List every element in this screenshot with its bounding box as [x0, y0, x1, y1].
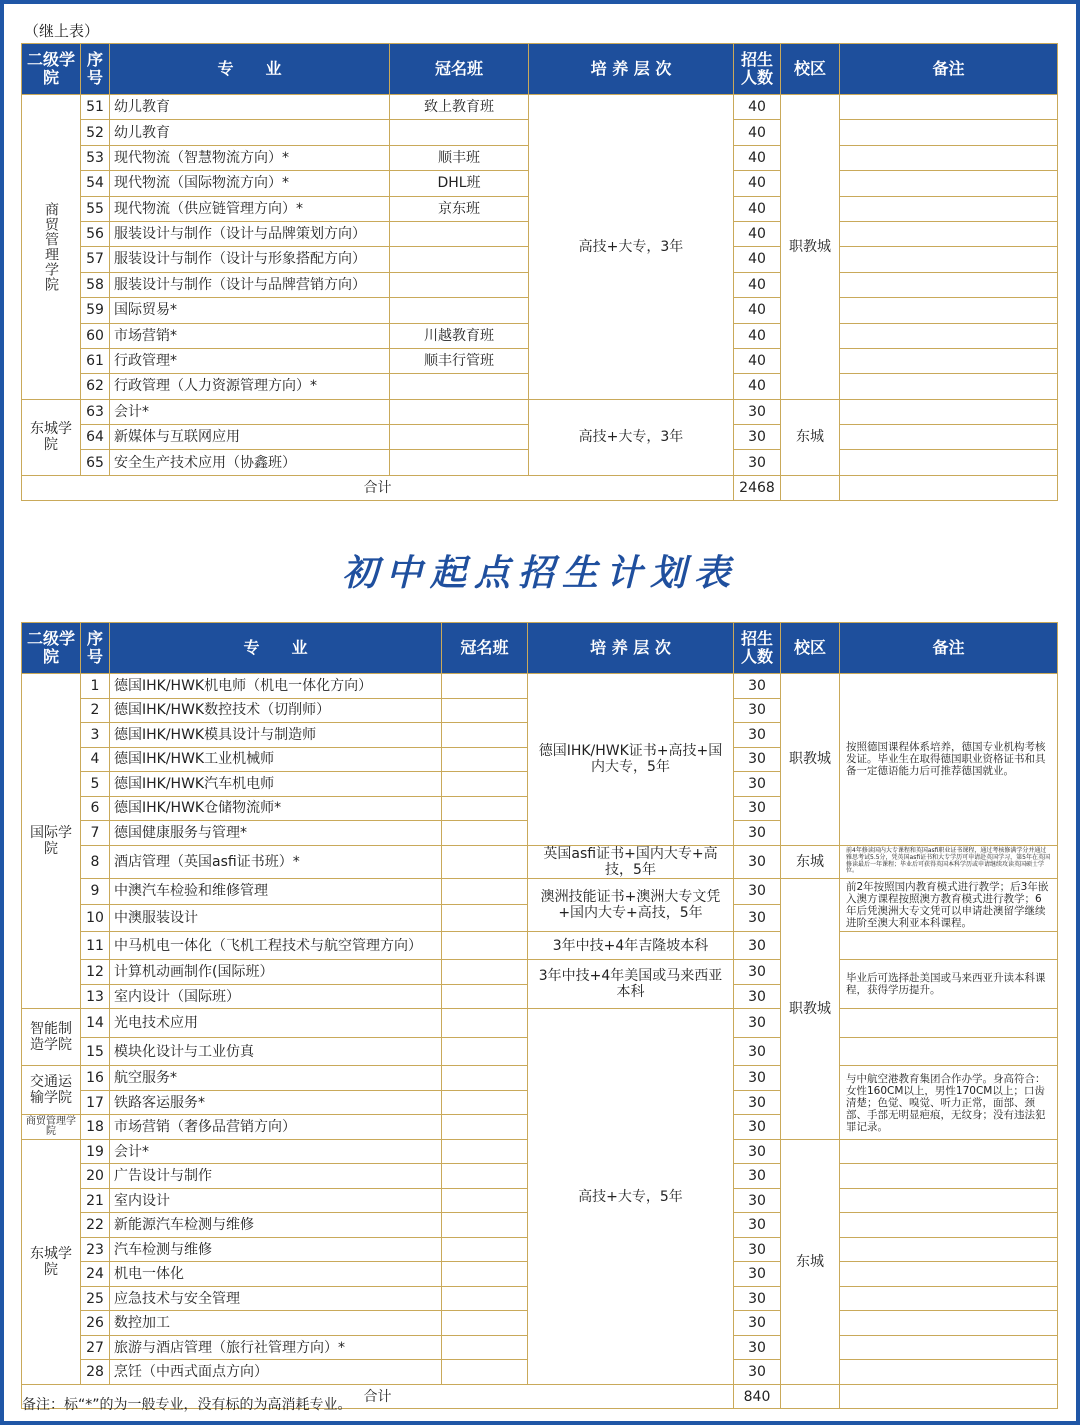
- named-class-cell: [390, 374, 529, 399]
- major-cell: 服装设计与制作（设计与品牌营销方向）: [110, 272, 390, 297]
- seq-cell: 62: [81, 374, 110, 399]
- count-cell: 30: [734, 960, 781, 985]
- named-class-cell: [442, 1066, 528, 1091]
- major-cell: 中澳服装设计: [110, 905, 442, 932]
- count-cell: 30: [734, 1066, 781, 1091]
- remarks-cell: [840, 1188, 1058, 1213]
- header-remarks: 备注: [840, 623, 1058, 674]
- named-class-cell: [442, 984, 528, 1009]
- major-cell: 中澳汽车检验和维修管理: [110, 878, 442, 905]
- seq-cell: 51: [81, 95, 110, 120]
- count-cell: 40: [734, 247, 781, 272]
- seq-cell: 22: [81, 1213, 110, 1238]
- header-count: 招生人数: [734, 44, 781, 95]
- named-class-cell: [442, 1311, 528, 1336]
- major-cell: 会计*: [110, 399, 390, 424]
- remarks-cell: [840, 1164, 1058, 1189]
- count-cell: 40: [734, 171, 781, 196]
- count-cell: 30: [734, 1213, 781, 1238]
- remarks-cell: [840, 196, 1058, 221]
- college-cell: [22, 674, 81, 1009]
- named-class-cell: [442, 1090, 528, 1115]
- count-cell: 30: [734, 905, 781, 932]
- seq-cell: 27: [81, 1335, 110, 1360]
- seq-cell: 59: [81, 298, 110, 323]
- college-cell-label: 东城学院: [30, 1245, 72, 1278]
- level-cell: 3年中技+4年美国或马来西亚本科: [528, 960, 734, 1009]
- count-cell: 40: [734, 196, 781, 221]
- seq-cell: 61: [81, 348, 110, 373]
- count-cell: 30: [734, 821, 781, 846]
- named-class-cell: [442, 772, 528, 797]
- level-cell: 英国asfi证书+国内大专+高技，5年: [528, 845, 734, 878]
- count-cell: 30: [734, 845, 781, 878]
- remarks-cell: 前2年按照国内教育模式进行教学；后3年嵌入澳方课程按照澳方教育模式进行教学；6年后凭澳洲大专文凭可以申请赴澳留学继续进阶至澳大利亚本科课程。: [840, 878, 1058, 931]
- seq-cell: 24: [81, 1262, 110, 1287]
- remarks-cell: [840, 399, 1058, 424]
- seq-cell: 57: [81, 247, 110, 272]
- remarks-cell: [840, 272, 1058, 297]
- major-cell: 服装设计与制作（设计与品牌策划方向）: [110, 221, 390, 246]
- level-cell: 高技+大专，3年: [529, 399, 734, 475]
- seq-cell: 53: [81, 145, 110, 170]
- major-cell: 模块化设计与工业仿真: [110, 1037, 442, 1066]
- count-cell: 30: [734, 698, 781, 723]
- named-class-cell: [442, 905, 528, 932]
- count-cell: 30: [734, 1311, 781, 1336]
- total-campus-blank: [781, 475, 840, 500]
- major-cell: 现代物流（供应链管理方向）*: [110, 196, 390, 221]
- major-cell: 德国IHK/HWK仓储物流师*: [110, 796, 442, 821]
- count-cell: 40: [734, 374, 781, 399]
- seq-cell: 64: [81, 425, 110, 450]
- count-cell: 30: [734, 1139, 781, 1164]
- table-row: [22, 674, 1058, 699]
- count-cell: 30: [734, 747, 781, 772]
- total-label: 合计: [22, 1384, 734, 1409]
- named-class-cell: [442, 845, 528, 878]
- college-cell: [22, 1115, 81, 1140]
- count-cell: 30: [734, 1188, 781, 1213]
- major-cell: 德国IHK/HWK数控技术（切削师）: [110, 698, 442, 723]
- named-class-cell: [442, 1037, 528, 1066]
- major-cell: 铁路客运服务*: [110, 1090, 442, 1115]
- remarks-cell: [840, 323, 1058, 348]
- named-class-cell: [442, 1009, 528, 1038]
- named-class-cell: [442, 1335, 528, 1360]
- seq-cell: 12: [81, 960, 110, 985]
- major-cell: 计算机动画制作(国际班）: [110, 960, 442, 985]
- total-row: [22, 475, 1058, 500]
- count-cell: 40: [734, 272, 781, 297]
- header-count: 招生人数: [734, 623, 781, 674]
- total-remarks-blank: [840, 1384, 1058, 1409]
- named-class-cell: 顺丰班: [390, 145, 529, 170]
- count-cell: 30: [734, 796, 781, 821]
- named-class-cell: [442, 723, 528, 748]
- header-remarks: 备注: [840, 44, 1058, 95]
- seq-cell: 54: [81, 171, 110, 196]
- remarks-cell: [840, 1139, 1058, 1164]
- remarks-cell: [840, 95, 1058, 120]
- major-cell: 机电一体化: [110, 1262, 442, 1287]
- count-cell: 40: [734, 145, 781, 170]
- header-major: 专 业: [110, 44, 390, 95]
- level-cell: 3年中技+4年吉隆坡本科: [528, 931, 734, 960]
- enrollment-table-junior: [21, 622, 1058, 1409]
- seq-cell: 10: [81, 905, 110, 932]
- remarks-cell: [840, 374, 1058, 399]
- seq-cell: 6: [81, 796, 110, 821]
- named-class-cell: 京东班: [390, 196, 529, 221]
- remarks-cell: [840, 1286, 1058, 1311]
- seq-cell: 20: [81, 1164, 110, 1189]
- major-cell: 数控加工: [110, 1311, 442, 1336]
- remarks-cell: [840, 171, 1058, 196]
- remarks-cell: [840, 1262, 1058, 1287]
- seq-cell: 1: [81, 674, 110, 699]
- seq-cell: 9: [81, 878, 110, 905]
- named-class-cell: [442, 1286, 528, 1311]
- header-campus: 校区: [781, 44, 840, 95]
- major-cell: 会计*: [110, 1139, 442, 1164]
- remarks-cell: [840, 450, 1058, 475]
- seq-cell: 19: [81, 1139, 110, 1164]
- major-cell: 室内设计: [110, 1188, 442, 1213]
- remarks-cell: 按照德国课程体系培养，德国专业机构考核发证。毕业生在取得德国职业资格证书和具备一定德语能力后可推荐德国就业。: [840, 674, 1058, 846]
- college-cell: [22, 1066, 81, 1115]
- level-cell: 澳洲技能证书+澳洲大专文凭+国内大专+高技，5年: [528, 878, 734, 931]
- seq-cell: 58: [81, 272, 110, 297]
- remarks-cell: [840, 1237, 1058, 1262]
- college-cell: [22, 1139, 81, 1384]
- count-cell: 30: [734, 878, 781, 905]
- enrollment-table-continued: [21, 43, 1058, 501]
- count-cell: 30: [734, 674, 781, 699]
- remarks-cell: 前4年修读国内大专课程和英国asfi职业证书课程，通过考核修满学分并通过雅思考试5.5分，凭英国asfi证书和大专学历可申请赴英国学习，第5年在英国修读最后一年课程；毕业后可获得英国本科学历或申请继续攻读英国硕士学位。: [840, 845, 1058, 878]
- continuation-label: （继上表）: [24, 22, 100, 40]
- named-class-cell: [442, 821, 528, 846]
- named-class-cell: 川越教育班: [390, 323, 529, 348]
- campus-cell: 职教城: [781, 878, 840, 1139]
- remarks-cell: [840, 348, 1058, 373]
- table-row: [22, 399, 1058, 424]
- header-level: 培 养 层 次: [528, 623, 734, 674]
- seq-cell: 56: [81, 221, 110, 246]
- count-cell: 30: [734, 984, 781, 1009]
- seq-cell: 60: [81, 323, 110, 348]
- college-cell-label: 国际学院: [30, 825, 72, 858]
- campus-cell: 东城: [781, 399, 840, 475]
- named-class-cell: [442, 1164, 528, 1189]
- major-cell: 幼儿教育: [110, 95, 390, 120]
- college-cell-label: 智能制造学院: [30, 1021, 72, 1054]
- college-cell-label: 东城学院: [30, 421, 72, 454]
- seq-cell: 52: [81, 120, 110, 145]
- total-remarks-blank: [840, 475, 1058, 500]
- major-cell: 市场营销（奢侈品营销方向）: [110, 1115, 442, 1140]
- seq-cell: 16: [81, 1066, 110, 1091]
- footnote: 备注：标“*”的为一般专业，没有标的为高消耗专业。: [22, 1397, 352, 1413]
- named-class-cell: [442, 931, 528, 960]
- total-value: 2468: [734, 475, 781, 500]
- table-row: [22, 960, 1058, 985]
- header-seq: 序号: [81, 44, 110, 95]
- named-class-cell: DHL班: [390, 171, 529, 196]
- remarks-cell: [840, 221, 1058, 246]
- seq-cell: 11: [81, 931, 110, 960]
- header-seq: 序号: [81, 623, 110, 674]
- named-class-cell: [442, 796, 528, 821]
- major-cell: 烹饪（中西式面点方向）: [110, 1360, 442, 1385]
- total-campus-blank: [781, 1384, 840, 1409]
- remarks-cell: [840, 145, 1058, 170]
- seq-cell: 14: [81, 1009, 110, 1038]
- seq-cell: 65: [81, 450, 110, 475]
- named-class-cell: [390, 247, 529, 272]
- campus-cell: 东城: [781, 1139, 840, 1384]
- remarks-cell: [840, 247, 1058, 272]
- remarks-cell: 毕业后可选择赴美国或马来西亚升读本科课程，获得学历提升。: [840, 960, 1058, 1009]
- seq-cell: 13: [81, 984, 110, 1009]
- major-cell: 汽车检测与维修: [110, 1237, 442, 1262]
- count-cell: 30: [734, 1115, 781, 1140]
- named-class-cell: [442, 1188, 528, 1213]
- seq-cell: 21: [81, 1188, 110, 1213]
- seq-cell: 23: [81, 1237, 110, 1262]
- college-cell: [22, 1009, 81, 1066]
- seq-cell: 8: [81, 845, 110, 878]
- count-cell: 40: [734, 298, 781, 323]
- table-header: [22, 623, 1058, 674]
- seq-cell: 55: [81, 196, 110, 221]
- remarks-cell: [840, 931, 1058, 960]
- count-cell: 30: [734, 425, 781, 450]
- named-class-cell: [390, 450, 529, 475]
- remarks-cell: [840, 1037, 1058, 1066]
- named-class-cell: [442, 1213, 528, 1238]
- count-cell: 30: [734, 1360, 781, 1385]
- major-cell: 德国IHK/HWK工业机械师: [110, 747, 442, 772]
- header-college: 二级学院: [22, 623, 81, 674]
- seq-cell: 18: [81, 1115, 110, 1140]
- table-header: [22, 44, 1058, 95]
- named-class-cell: [442, 1237, 528, 1262]
- named-class-cell: [390, 425, 529, 450]
- count-cell: 30: [734, 772, 781, 797]
- named-class-cell: 致上教育班: [390, 95, 529, 120]
- named-class-cell: [390, 399, 529, 424]
- remarks-cell: [840, 1009, 1058, 1038]
- college-cell-label: 商贸管理学院: [43, 201, 60, 292]
- named-class-cell: [442, 1360, 528, 1385]
- count-cell: 40: [734, 120, 781, 145]
- named-class-cell: [442, 747, 528, 772]
- count-cell: 40: [734, 221, 781, 246]
- table-row: [22, 95, 1058, 120]
- major-cell: 新能源汽车检测与维修: [110, 1213, 442, 1238]
- remarks-cell: [840, 425, 1058, 450]
- major-cell: 幼儿教育: [110, 120, 390, 145]
- page-title: 初中起点招生计划表: [341, 552, 738, 594]
- table-row: [22, 931, 1058, 960]
- major-cell: 光电技术应用: [110, 1009, 442, 1038]
- named-class-cell: 顺丰行管班: [390, 348, 529, 373]
- count-cell: 30: [734, 1090, 781, 1115]
- count-cell: 30: [734, 1164, 781, 1189]
- table-row: [22, 1009, 1058, 1038]
- seq-cell: 3: [81, 723, 110, 748]
- seq-cell: 2: [81, 698, 110, 723]
- remarks-cell: [840, 298, 1058, 323]
- college-cell: [22, 95, 81, 400]
- campus-cell: 职教城: [781, 674, 840, 846]
- major-cell: 德国IHK/HWK模具设计与制造师: [110, 723, 442, 748]
- major-cell: 德国IHK/HWK机电师（机电一体化方向）: [110, 674, 442, 699]
- seq-cell: 7: [81, 821, 110, 846]
- table-row: [22, 878, 1058, 905]
- remarks-cell: [840, 120, 1058, 145]
- header-level: 培 养 层 次: [529, 44, 734, 95]
- named-class-cell: [442, 1115, 528, 1140]
- seq-cell: 25: [81, 1286, 110, 1311]
- count-cell: 30: [734, 1237, 781, 1262]
- campus-cell: 职教城: [781, 95, 840, 400]
- seq-cell: 4: [81, 747, 110, 772]
- count-cell: 30: [734, 399, 781, 424]
- count-cell: 40: [734, 348, 781, 373]
- count-cell: 30: [734, 1037, 781, 1066]
- table-row: [22, 845, 1058, 878]
- major-cell: 航空服务*: [110, 1066, 442, 1091]
- major-cell: 旅游与酒店管理（旅行社管理方向）*: [110, 1335, 442, 1360]
- named-class-cell: [390, 272, 529, 297]
- major-cell: 应急技术与安全管理: [110, 1286, 442, 1311]
- named-class-cell: [442, 698, 528, 723]
- major-cell: 酒店管理（英国asfi证书班）*: [110, 845, 442, 878]
- college-cell: [22, 399, 81, 475]
- major-cell: 安全生产技术应用（协鑫班）: [110, 450, 390, 475]
- named-class-cell: [442, 1139, 528, 1164]
- total-label: 合计: [22, 475, 734, 500]
- count-cell: 30: [734, 931, 781, 960]
- named-class-cell: [442, 1262, 528, 1287]
- major-cell: 行政管理*: [110, 348, 390, 373]
- named-class-cell: [442, 878, 528, 905]
- count-cell: 30: [734, 1286, 781, 1311]
- count-cell: 30: [734, 450, 781, 475]
- count-cell: 30: [734, 1335, 781, 1360]
- seq-cell: 15: [81, 1037, 110, 1066]
- count-cell: 30: [734, 1262, 781, 1287]
- major-cell: 行政管理（人力资源管理方向）*: [110, 374, 390, 399]
- header-major: 专 业: [110, 623, 442, 674]
- named-class-cell: [390, 298, 529, 323]
- major-cell: 室内设计（国际班）: [110, 984, 442, 1009]
- seq-cell: 63: [81, 399, 110, 424]
- major-cell: 现代物流（智慧物流方向）*: [110, 145, 390, 170]
- header-named-class: 冠名班: [390, 44, 529, 95]
- major-cell: 德国IHK/HWK汽车机电师: [110, 772, 442, 797]
- count-cell: 40: [734, 95, 781, 120]
- college-cell-label: 商贸管理学院: [26, 1115, 76, 1138]
- remarks-cell: [840, 1360, 1058, 1385]
- college-cell-label: 交通运输学院: [30, 1074, 72, 1107]
- level-cell: 高技+大专，3年: [529, 95, 734, 400]
- count-cell: 30: [734, 1009, 781, 1038]
- major-cell: 广告设计与制作: [110, 1164, 442, 1189]
- count-cell: 40: [734, 323, 781, 348]
- seq-cell: 5: [81, 772, 110, 797]
- major-cell: 中马机电一体化（飞机工程技术与航空管理方向）: [110, 931, 442, 960]
- header-named-class: 冠名班: [442, 623, 528, 674]
- seq-cell: 28: [81, 1360, 110, 1385]
- count-cell: 30: [734, 723, 781, 748]
- major-cell: 服装设计与制作（设计与形象搭配方向）: [110, 247, 390, 272]
- remarks-cell: 与中航空港教育集团合作办学。身高符合：女性160CM以上，男性170CM以上；口齿清楚；色觉、嗅觉、听力正常，面部、颈部、手部无明显疤痕，无纹身；没有违法犯罪记录。: [840, 1066, 1058, 1140]
- named-class-cell: [390, 120, 529, 145]
- major-cell: 德国健康服务与管理*: [110, 821, 442, 846]
- header-campus: 校区: [781, 623, 840, 674]
- remarks-cell: [840, 1311, 1058, 1336]
- major-cell: 现代物流（国际物流方向）*: [110, 171, 390, 196]
- major-cell: 新媒体与互联网应用: [110, 425, 390, 450]
- remarks-cell: [840, 1213, 1058, 1238]
- major-cell: 市场营销*: [110, 323, 390, 348]
- campus-cell: 东城: [781, 845, 840, 878]
- level-cell: 高技+大专，5年: [528, 1009, 734, 1385]
- header-college: 二级学院: [22, 44, 81, 95]
- remarks-cell: [840, 1335, 1058, 1360]
- seq-cell: 26: [81, 1311, 110, 1336]
- named-class-cell: [390, 221, 529, 246]
- named-class-cell: [442, 674, 528, 699]
- total-value: 840: [734, 1384, 781, 1409]
- major-cell: 国际贸易*: [110, 298, 390, 323]
- seq-cell: 17: [81, 1090, 110, 1115]
- level-cell: 德国IHK/HWK证书+高技+国内大专，5年: [528, 674, 734, 846]
- named-class-cell: [442, 960, 528, 985]
